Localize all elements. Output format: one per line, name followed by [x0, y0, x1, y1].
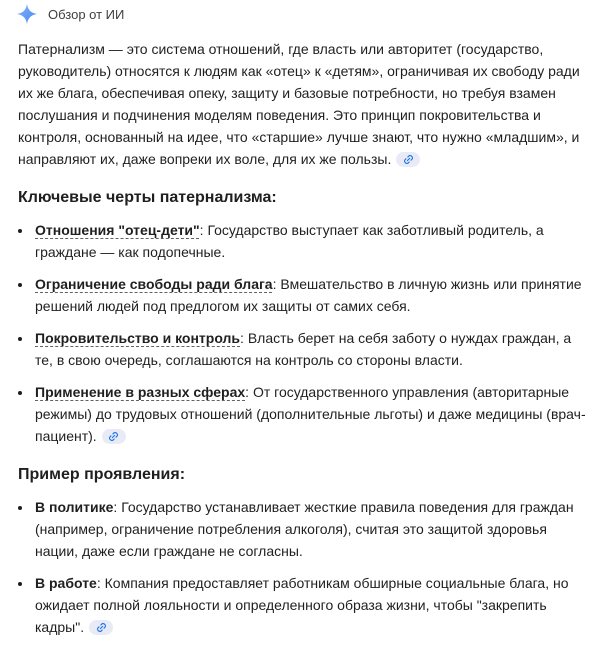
- intro-paragraph: [18, 38, 590, 170]
- feature-term[interactable]: Применение в разных сферах: [35, 384, 246, 400]
- intro-text: Патернализм — это система отношений, где власть или авторитет (государство, руководитель) относятся к людям как «отец» к «детям», ограничивая их свободу ради их же блага, обеспечивая опеку, защиту и базовые потребности, но требуя взамен послушания и подчинения моделям поведения. Это принцип покровительства и контроля, основанный на идее, что «старшие» лучше знают, что нужно «младшим», и направляют их, даже вопреки их воле, для их же пользы.: [18, 41, 580, 167]
- feature-term[interactable]: Покровительство и контроль: [35, 330, 241, 346]
- ai-overview-header: [16, 2, 124, 26]
- term-separator: :: [96, 575, 105, 591]
- term-separator: :: [272, 276, 281, 292]
- source-link-button[interactable]: [396, 152, 420, 167]
- example-text: Компания предоставляет работникам обширные социальные блага, но ожидает полной лояльности и определенного образа жизни, чтобы "закрепить кадры".: [35, 575, 569, 635]
- features-heading: Ключевые черты патернализма:: [18, 189, 277, 206]
- features-list: [0, 219, 590, 457]
- feature-text: Вмешательство в личную жизнь или принятие решений людей под предлогом их защиты от самих себя.: [35, 276, 582, 314]
- feature-term[interactable]: Ограничение свободы ради блага: [35, 276, 273, 292]
- list-item: [0, 327, 590, 371]
- list-item: [0, 572, 590, 638]
- examples-heading: Пример проявления:: [18, 466, 186, 483]
- list-item: [0, 381, 590, 447]
- example-text: Государство устанавливает жесткие правила поведения для граждан (например, ограничение потребления алкоголя), считая это защитой здоровья нации, даже если граждане не согласны.: [35, 499, 574, 559]
- source-link-button[interactable]: [102, 429, 126, 444]
- list-item: [0, 496, 590, 562]
- link-icon: [96, 622, 107, 633]
- term-separator: :: [245, 384, 253, 400]
- feature-text: Власть берет на себя заботу о нуждах граждан, а те, в свою очередь, соглашаются на контроль со стороны власти.: [35, 330, 572, 368]
- list-item: [0, 219, 590, 263]
- feature-text: Государство выступает как заботливый родитель, а граждане — как подопечные.: [35, 222, 544, 260]
- list-item: [0, 273, 590, 317]
- sparkle-icon: [16, 3, 38, 25]
- ai-overview-title: Обзор от ИИ: [48, 6, 125, 22]
- examples-list: [0, 496, 590, 648]
- term-separator: :: [113, 499, 122, 515]
- link-icon: [108, 431, 119, 442]
- term-separator: :: [240, 330, 248, 346]
- feature-term[interactable]: Отношения "отец-дети": [35, 222, 200, 238]
- example-term: В политике: [35, 499, 114, 515]
- feature-text: От государственного управления (авторитарные режимы) до трудовых отношений (дополнительные льготы) и даже медицины (врач-пациент).: [35, 384, 586, 444]
- example-term: В работе: [35, 575, 97, 591]
- source-link-button[interactable]: [89, 620, 113, 635]
- term-separator: :: [199, 222, 208, 238]
- link-icon: [403, 154, 414, 165]
